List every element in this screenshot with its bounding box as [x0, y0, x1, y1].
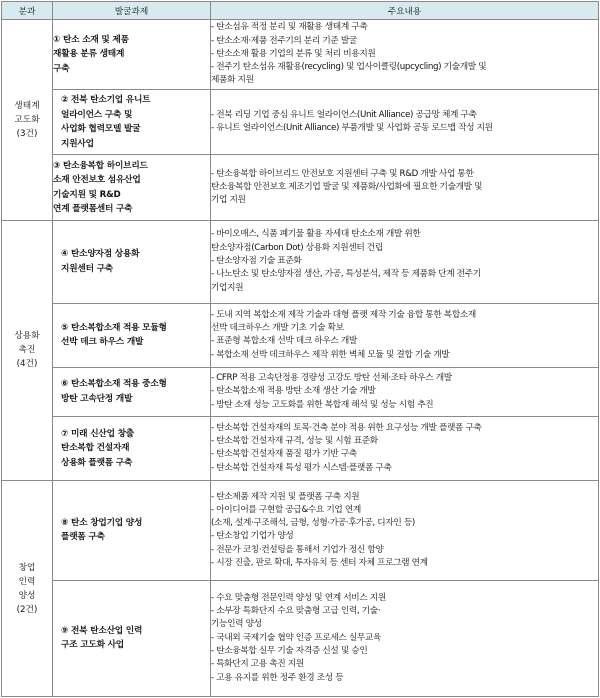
header-row [2, 2, 599, 20]
table-row [2, 90, 599, 155]
table-row [2, 368, 599, 417]
content-cell [211, 416, 599, 480]
content-item: - 복합소재 선박 데크하우스 제작 위한 벽체 모듈 및 결합 기술 개발 [211, 349, 450, 360]
content-item: - 나노탄소 및 탄소양자점 생산, 가공, 특성분석, 제작 등 제품화 단계 전주기 기업지원 [211, 269, 481, 293]
content-item: - 탄소융복합 실무 기술 자격증 신설 및 승인 [211, 646, 368, 657]
content-item: - 도내 지역 복합소재 제작 기술과 대형 플랫 제작 기술 융합 통한 복합소재 선박 데크하우스 개발 기초 기술 확보 [211, 309, 476, 334]
task-cell [53, 368, 211, 417]
content-item: - 전문가 코칭·컨설팅을 통해서 기업가 정신 함양 [211, 544, 384, 555]
task-cell [53, 481, 211, 581]
task-cell [53, 220, 211, 303]
content-cell [211, 155, 599, 220]
task-title: ② 전북 탄소기업 유니트 얼라이언스 구축 및 사업화 협력모델 발굴 지원사업 [61, 95, 151, 149]
task-title: ① 탄소 소재 및 제품 재활용 분류 생태계 구축 [53, 34, 129, 74]
task-title: ⑦ 미래 신산업 창출 탄소복합 건설자재 상용화 플랫폼 구축 [61, 428, 134, 468]
content-cell [211, 20, 599, 90]
content-item: - 탄소소재 활용 기업의 분류 및 처리 비용지원 [211, 48, 376, 59]
content-cell [211, 90, 599, 155]
header-content: 주요내용 [211, 2, 599, 20]
header-category: 분과 [2, 2, 53, 20]
content-item: - 탄소제품 제작 지원 및 플랫폼 구축 지원 [211, 491, 360, 502]
task-cell [53, 580, 211, 696]
content-item: - 탄소복합 건설자재의 토목·건축 분야 적용 위한 요구성능 개발 플랫폼 구축 [211, 422, 482, 433]
content-item: - CFRP 적용 고속단정용 경량성 고강도 방탄 선체·조타 하우스 개발 [211, 373, 452, 383]
content-item: - 탄소복합 건설자재 특성 평가 시스템·플랫폼 구축 [211, 462, 392, 473]
content-item: - 유니트 얼라이언스(Unit Alliance) 부품개발 및 사업화 공동 로드맵 작성 지원 [211, 123, 493, 134]
task-title: ⑥ 탄소복합소재 적용 중소형 방탄 고속단정 개발 [61, 379, 167, 404]
task-title: ④ 탄소양자점 상용화 지원센터 구축 [61, 249, 140, 274]
table-row [2, 416, 599, 480]
table-row [2, 220, 599, 303]
task-title: ⑨ 전북 탄소산업 인력 구조 고도화 사업 [61, 625, 143, 651]
content-item: - 전북 리딩 기업 중심 유니트 얼라이언스(Unit Alliance) 공급망 체계 구축 [211, 109, 477, 120]
task-title: ⑤ 탄소복합소재 적용 모듈형 선박 데크 하우스 개발 [61, 322, 167, 348]
task-cell [53, 90, 211, 155]
content-item: - 방탄 소재 성능 고도화를 위한 복합재 해석 및 성능 시험 추진 [211, 399, 434, 410]
content-item: - 고용 유지를 위한 정주 환경 조성 등 [211, 672, 344, 683]
content-cell [211, 220, 599, 303]
table-row [2, 155, 599, 220]
content-cell [211, 481, 599, 581]
table-row [2, 481, 599, 581]
content-item: - 수요 맞춤형 전문인력 양성 및 연계 서비스 지원 [211, 592, 386, 603]
content-item: - 탄소복합소재 적용 방탄 소재 생산 기술 개발 [211, 386, 376, 397]
table-row [2, 20, 599, 90]
content-item: - 표준형 복합소재 선박 데크 하우스 개발 [211, 336, 357, 347]
content-cell [211, 368, 599, 417]
category-cell: 생태계 고도화 (3건) [2, 20, 53, 221]
content-item: - 탄소창업 기업가 양성 [211, 531, 294, 542]
task-cell [53, 416, 211, 480]
table-row [2, 580, 599, 696]
header-task: 발굴과제 [53, 2, 211, 20]
task-cell [53, 303, 211, 367]
content-cell [211, 580, 599, 696]
task-cell [53, 155, 211, 220]
content-item: - 소부장 특화단지 수요 맞춤형 고급 인력, 기술· 기능인력 양성 [211, 606, 381, 630]
task-cell [53, 20, 211, 90]
content-item: - 특화단지 고용 촉진 지원 [211, 659, 304, 670]
content-item: - 시장 진출, 판로 확대, 투자유치 등 센터 자체 프로그램 연계 [211, 558, 428, 569]
content-item: - 탄소양자점 기술 표준화 [211, 256, 302, 267]
content-item: - 아이디어를 구현할 공급&수요 기업 연계 (소재, 설계·구조해석, 금형, 성형·가공·후가공, 디자인 등) [211, 504, 415, 529]
content-cell [211, 303, 599, 367]
table-row [2, 303, 599, 367]
content-item: - 탄소섬유 적정 분리 및 재활용 생태계 구축 [211, 22, 368, 33]
project-table [1, 1, 599, 697]
content-item: - 탄소복합 건설자재 규격, 성능 및 시험 표준화 [211, 436, 378, 447]
content-item: - 탄소융복합 하이브리드 안전보호 지원센터 구축 및 R&D 개발 사업 통한 탄소융복합 안전보호 제조기업 발굴 및 제품화/사업화에 필요한 기술개발 및 기업 지원 [211, 168, 483, 206]
content-item: - 탄소소재·제품 전주기의 분리 기준 발굴 [211, 35, 357, 46]
category-cell: 상용화 촉진 (4건) [2, 220, 53, 480]
content-item: - 바이오매스, 식품 폐기물 활용 자세대 탄소소재 개발 위한 탄소양자점(Carbon Dot) 상용화 지원센터 건립 [211, 229, 421, 253]
content-item: - 전주기 탄소섬유 재활용(recycling) 및 업사이클링(upcycling) 기술개발 및 제품화 지원 [211, 62, 487, 86]
task-title: ⑧ 탄소 창업기업 양성 플랫폼 구축 [61, 517, 143, 543]
content-item: - 탄소복합 건설자재 품질 평가 기반 구축 [211, 449, 357, 460]
content-item: - 국내외 국제기술 협약 인증 프로세스 실무교육 [211, 632, 382, 643]
category-cell: 창업 인력 양성 (2건) [2, 481, 53, 697]
task-title: ③ 탄소융복합 하이브리드 소재 안전보호 섬유산업 기술지원 및 R&D 연계 플랫폼센터 구축 [53, 160, 148, 215]
